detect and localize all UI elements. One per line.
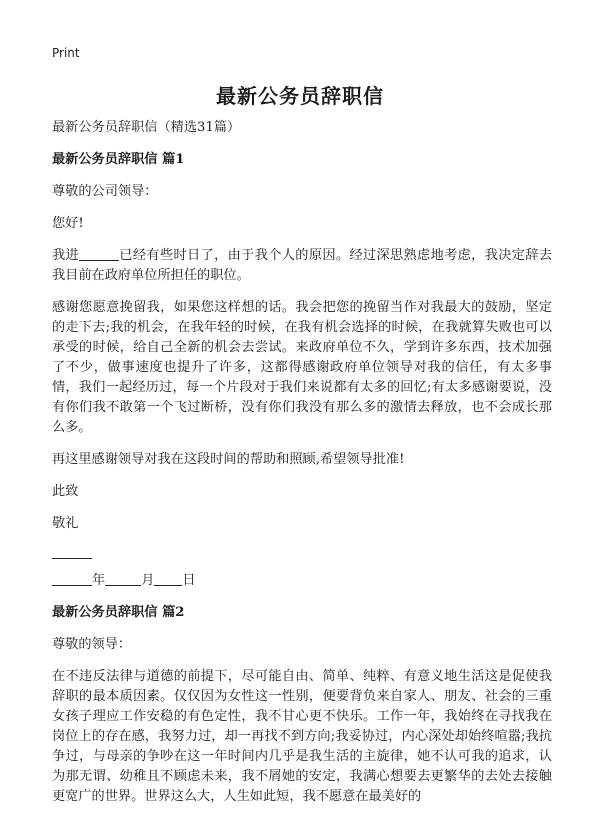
- paragraph: 在不违反法律与道德的前提下，尽可能自由、简单、纯粹、有意义地生活这是促使我辞职的最本质因素。仅仅因为女性这一性别，便要背负来自家人、朋友、社会的三重女孩子理应工作安稳的有色定性，我不甘心更不快乐。工作一年，我始终在寻找我在岗位上的存在感，我努力过，却一再找不到方向;我妥协过，内心深处却始终喧嚣;我抗争过，与母亲的争吵在这一年时间内几乎是我生活的主旋律，她不认可我的追求，认为那无谓、幼稚且不顾虑未来，我不屑她的安定，我满心想要去更繁华的去处去接触更宽广的世界。世界这么大，人生如此短，我不愿意在最美好的: [52, 669, 552, 804]
- closing-line: 此致: [52, 484, 79, 499]
- day-blank: [154, 571, 182, 586]
- signature-blank: [52, 546, 92, 559]
- print-link[interactable]: Print: [52, 46, 80, 60]
- month-blank: [105, 571, 141, 586]
- closing-line: 敬礼: [52, 516, 79, 531]
- date-line: [52, 571, 552, 591]
- document-body: [52, 118, 552, 819]
- greeting: 您好!: [52, 216, 84, 231]
- year-blank: [52, 571, 92, 586]
- day-label: 日: [182, 573, 196, 588]
- paragraph: [52, 246, 552, 286]
- paragraph: 感谢您愿意挽留我，如果您这样想的话。我会把您的挽留当作对我最大的鼓励，坚定的走下去;我的机会，在我年轻的时候，在我有机会选择的时候，在我就算失败也可以承受的时候，给自己全新的机会去尝试。来政府单位不久，学到许多东西，技术加强了不少，做事速度也提升了许多，这都得感谢政府单位领导对我的信任，有太多事情，我们一起经历过，每一个片段对于我们来说都有太多的回忆;有太多感谢要说，没有你们我不敢第一个飞过断桥，没有你们我没有那么多的激情去释放，也不会成长那么多。: [52, 300, 552, 435]
- salutation: 尊敬的领导：: [52, 637, 132, 652]
- page-title: 最新公务员辞职信: [216, 84, 384, 108]
- month-label: 月: [141, 573, 155, 588]
- paragraph: 再这里感谢领导对我在这段时间的帮助和照顾,希望领导批准!: [52, 452, 405, 467]
- paragraph-prefix: 我进: [52, 248, 80, 263]
- article-heading: 最新公务员辞职信 篇2: [52, 605, 185, 620]
- salutation: 尊敬的公司领导：: [52, 184, 158, 199]
- fill-blank: [79, 246, 119, 261]
- article-heading: 最新公务员辞职信 篇1: [52, 152, 185, 167]
- document-subtitle: 最新公务员辞职信（精选31篇）: [52, 120, 241, 135]
- paragraph-suffix: 已经有些时日了，由于我个人的原因。经过深思熟虑地考虑，我决定辞去我目前在政府单位所担任的职位。: [52, 248, 553, 283]
- year-label: 年: [92, 573, 106, 588]
